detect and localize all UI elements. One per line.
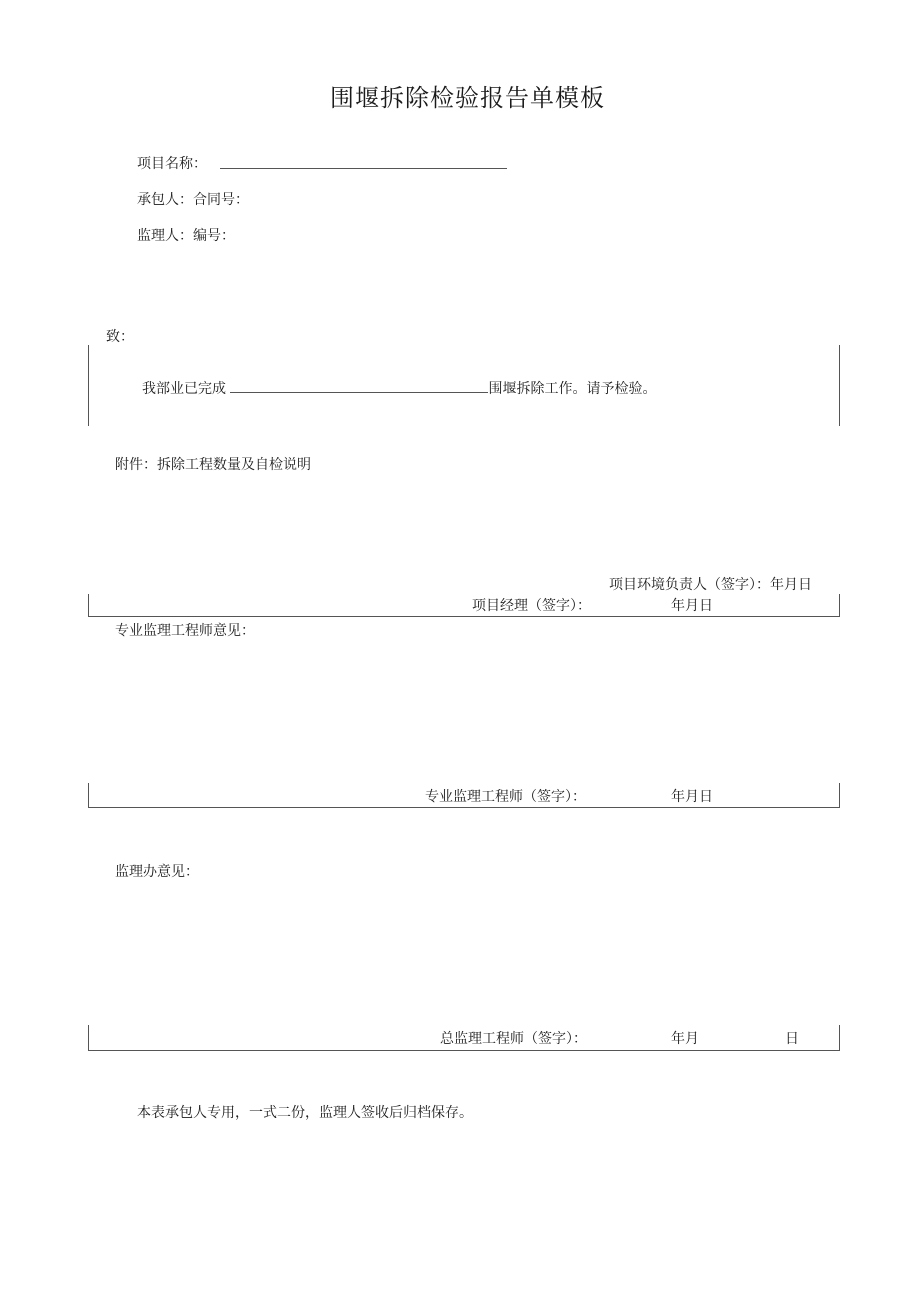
manager-signature-label: 项目经理（签字）：: [472, 598, 591, 614]
project-name-row: [137, 153, 207, 173]
chief-signature-label: 总监理工程师（签字）：: [440, 1031, 587, 1047]
contractor-row: [137, 189, 249, 209]
signoff-1-left-border: [88, 594, 89, 616]
manager-signature-date: 年月日: [671, 598, 713, 614]
signoff-3-left-border: [88, 1025, 89, 1050]
engineer-signature-date: 年月日: [671, 789, 713, 805]
chief-signature-day: 日: [785, 1031, 799, 1047]
supervisor-row: [137, 225, 235, 245]
page-title: 围堰拆除检验报告单模板: [330, 84, 605, 112]
request-suffix: 围堰拆除工作。请予检验。: [488, 381, 657, 397]
work-name-blank: [230, 378, 488, 393]
signoff-2-right-border: [839, 783, 840, 807]
supervisor-label: 监理人：: [137, 228, 193, 244]
attachment-note: 附件：拆除工程数量及自检说明: [115, 457, 311, 473]
signoff-1-bottom-border: [88, 616, 840, 617]
request-statement: [142, 378, 656, 398]
signoff-2-bottom-border: [88, 807, 840, 808]
to-label: 致：: [106, 329, 134, 345]
signoff-3-right-border: [839, 1025, 840, 1050]
request-box-left-border: [88, 345, 89, 426]
signoff-2-left-border: [88, 783, 89, 807]
request-prefix: 我部业已完成: [142, 381, 226, 397]
signoff-3-bottom-border: [88, 1050, 840, 1051]
signoff-1-right-border: [839, 594, 840, 616]
engineer-opinion-label: 专业监理工程师意见：: [115, 623, 255, 639]
footer-note: 本表承包人专用，一式二份，监理人签收后归档保存。: [137, 1105, 473, 1121]
project-name-field-line: [220, 168, 507, 169]
chief-signature-year-month: 年月: [671, 1031, 699, 1047]
contract-no-label: 合同号：: [193, 192, 249, 208]
office-opinion-label: 监理办意见：: [115, 864, 199, 880]
project-name-label: 项目名称：: [137, 156, 207, 172]
request-box-right-border: [839, 345, 840, 426]
engineer-signature-label: 专业监理工程师（签字）：: [425, 789, 586, 805]
number-label: 编号：: [193, 228, 235, 244]
contractor-label: 承包人：: [137, 192, 193, 208]
env-responsible-signature: 项目环境负责人（签字）：年月日: [609, 577, 812, 593]
